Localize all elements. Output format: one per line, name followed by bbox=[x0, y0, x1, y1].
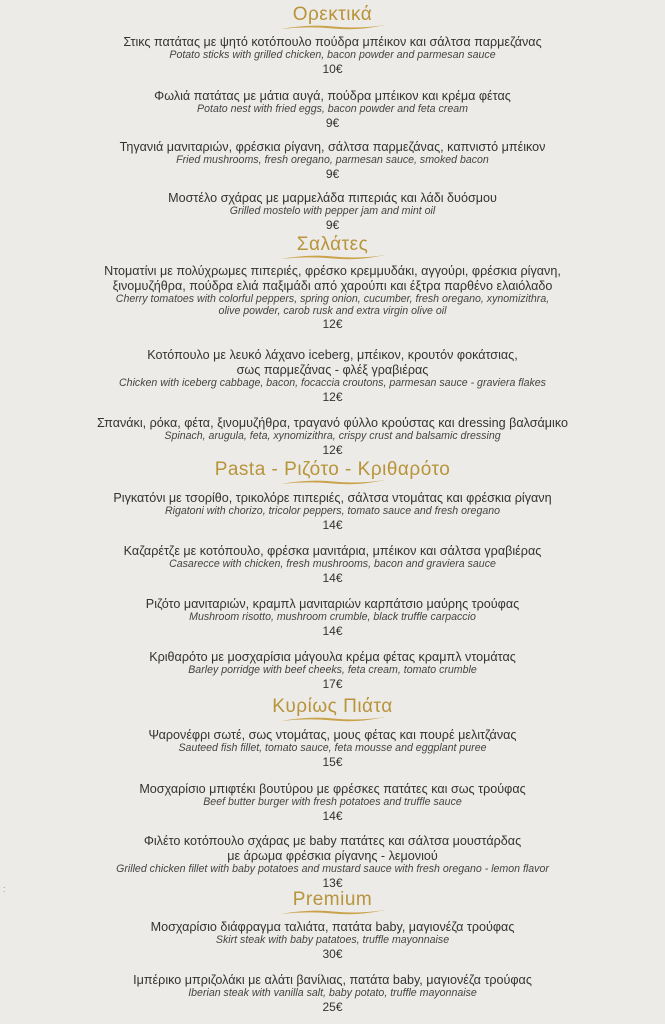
menu-item bbox=[0, 973, 665, 1014]
dish-price: 12€ bbox=[322, 442, 343, 457]
section-title bbox=[0, 696, 665, 718]
menu-item bbox=[0, 782, 665, 823]
dish-price: 10€ bbox=[322, 61, 343, 76]
dish-name-greek: Καζαρέτζε με κοτόπουλο, φρέσκα μανιτάρια, μπέικον και σάλτσα γραβιέρας bbox=[123, 544, 542, 558]
dish-price: 12€ bbox=[322, 317, 343, 331]
menu-item bbox=[0, 416, 665, 457]
dish-name-greek: Ριζότο μανιταριών, κραμπλ μανιταριών καρπάτσιο μαύρης τρούφας bbox=[145, 597, 520, 611]
menu-item bbox=[0, 140, 665, 181]
dish-name-greek: Μοσχαρίσιο μπιφτέκι βουτύρου με φρέσκες πατάτες και σως τρούφας bbox=[139, 782, 526, 796]
menu-item bbox=[0, 348, 665, 404]
dish-name-greek: Ριγκατόνι με τσορίθο, τρικολόρε πιπεριές, σάλτσα ντομάτας και φρέσκια ρίγανη bbox=[113, 491, 552, 505]
dish-description-english: Mushroom risotto, mushroom crumble, black truffle carpaccio bbox=[189, 611, 476, 623]
dish-description-english: Chicken with iceberg cabbage, bacon, focaccia croutons, parmesan sauce - graviera flakes bbox=[119, 377, 546, 389]
dish-name-greek: Μοστέλο σχάρας με μαρμελάδα πιπεριάς και λάδι δυόσμου bbox=[168, 191, 497, 205]
dish-description-english: Skirt steak with baby patatoes, truffle mayonnaise bbox=[215, 934, 450, 946]
section-title-text: Premium bbox=[292, 889, 373, 910]
dish-description-english: Spinach, arugula, feta, xynomizithra, crispy crust and balsamic dressing bbox=[164, 430, 501, 442]
dish-description-english: Casarecce with chicken, fresh mushrooms, bacon and graviera sauce bbox=[169, 558, 496, 570]
dish-description-english: Barley porridge with beef cheeks, feta cream, tomato crumble bbox=[188, 664, 477, 676]
dish-name-greek: Μοσχαρίσιο διάφραγμα ταλιάτα, πατάτα baby, μαγιονέζα τρούφας bbox=[150, 920, 515, 934]
dish-name-greek: Φωλιά πατάτας με μάτια αυγά, πούδρα μπέικον και κρέμα φέτας bbox=[154, 89, 511, 103]
dish-price: 30€ bbox=[322, 946, 343, 961]
section-title-text: Σαλάτες bbox=[296, 234, 369, 255]
dish-price: 25€ bbox=[322, 999, 343, 1014]
gold-swash-underline bbox=[279, 253, 387, 261]
dish-name-greek: Ιμπέρικο μπριζολάκι με αλάτι βανίλιας, πατάτα baby, μαγιονέζα τρούφας bbox=[133, 973, 532, 987]
dish-description-english: Iberian steak with vanilla salt, baby potato, truffle mayonnaise bbox=[188, 987, 477, 999]
gold-swash-underline bbox=[279, 478, 387, 486]
menu-item bbox=[0, 89, 665, 130]
dish-description-english: Potato nest with fried eggs, bacon powder and feta cream bbox=[197, 103, 468, 115]
menu-item bbox=[0, 35, 665, 76]
dish-name-greek: Στικς πατάτας με ψητό κοτόπουλο πούδρα μπέικον και σάλτσα παρμεζάνας bbox=[123, 35, 542, 49]
dish-description-english: Potato sticks with grilled chicken, bacon powder and parmesan sauce bbox=[169, 49, 496, 61]
dish-price: 12€ bbox=[322, 389, 343, 404]
section-title bbox=[0, 459, 665, 481]
section-title bbox=[0, 4, 665, 26]
dish-price: 9€ bbox=[325, 166, 340, 181]
section-title-text: Pasta - Ριζότο - Κριθαρότο bbox=[214, 459, 451, 480]
dish-name-greek: Κριθαρότο με μοσχαρίσια μάγουλα κρέμα φέτας κραμπλ ντομάτας bbox=[149, 650, 516, 664]
menu-item bbox=[0, 191, 665, 232]
gold-swash-underline bbox=[279, 23, 387, 31]
dish-description-english: Fried mushrooms, fresh oregano, parmesan sauce, smoked bacon bbox=[176, 154, 489, 166]
menu-item bbox=[0, 834, 665, 890]
dish-name-greek: σως παρμεζάνας - φλέξ γραβιέρας bbox=[236, 363, 429, 377]
dish-name-greek: Ντοματίνι με πολύχρωμες πιπεριές, φρέσκο κρεμμυδάκι, αγγούρι, φρέσκια ρίγανη, bbox=[104, 264, 561, 278]
dish-description-english: Grilled chicken fillet with baby potatoes and mustard sauce with fresh oregano - lemon flavor bbox=[116, 863, 549, 875]
menu-item bbox=[0, 728, 665, 769]
dish-name-greek: Φιλέτο κοτόπουλο σχάρας με baby πατάτες και σάλτσα μουστάρδας bbox=[143, 834, 522, 848]
dish-description-english: Beef butter burger with fresh potatoes and truffle sauce bbox=[203, 796, 462, 808]
dish-price: 14€ bbox=[322, 570, 343, 585]
menu-item bbox=[0, 920, 665, 961]
edge-mark: : bbox=[3, 884, 6, 894]
dish-price: 14€ bbox=[322, 623, 343, 638]
dish-price: 9€ bbox=[325, 115, 340, 130]
gold-swash-underline bbox=[279, 715, 387, 723]
dish-name-greek: ξινομυζήθρα, πούδρα ελιά παξιμάδι από χαρούπι και έξτρα παρθένο ελαιόλαδο bbox=[112, 279, 553, 293]
dish-name-greek: Τηγανιά μανιταριών, φρέσκια ρίγανη, σάλτσα παρμεζάνας, καπνιστό μπέικον bbox=[119, 140, 546, 154]
section-title bbox=[0, 889, 665, 911]
section-title-text: Ορεκτικά bbox=[292, 4, 373, 25]
menu-item bbox=[0, 597, 665, 638]
dish-price: 9€ bbox=[325, 217, 340, 232]
dish-description-english: Cherry tomatoes with colorful peppers, spring onion, cucumber, fresh oregano, xynomizithra, bbox=[115, 293, 550, 305]
dish-name-greek: Σπανάκι, ρόκα, φέτα, ξινομυζήθρα, τραγανό φύλλο κρούστας και dressing βαλσάμικο bbox=[97, 416, 568, 430]
dish-description-english: olive powder, carob rusk and extra virgin olive oil bbox=[218, 304, 447, 317]
dish-description-english: Sauteed fish fillet, tomato sauce, feta mousse and eggplant puree bbox=[178, 742, 487, 754]
gold-swash-underline bbox=[279, 908, 387, 916]
dish-name-greek: με άρωμα φρέσκια ρίγανης - λεμονιού bbox=[227, 849, 438, 863]
section-title bbox=[0, 234, 665, 256]
dish-price: 14€ bbox=[322, 517, 343, 532]
menu-item bbox=[0, 264, 665, 331]
dish-price: 17€ bbox=[322, 676, 343, 691]
dish-name-greek: Ψαρονέφρι σωτέ, σως ντομάτας, μους φέτας και πουρέ μελιτζάνας bbox=[148, 728, 517, 742]
dish-price: 14€ bbox=[322, 808, 343, 823]
dish-price: 13€ bbox=[322, 875, 343, 890]
menu-item bbox=[0, 544, 665, 585]
dish-description-english: Grilled mostelo with pepper jam and mint oil bbox=[229, 205, 436, 217]
menu-item bbox=[0, 650, 665, 691]
menu-item bbox=[0, 491, 665, 532]
section-title-text: Κυρίως Πιάτα bbox=[272, 696, 393, 717]
dish-description-english: Rigatoni with chorizo, tricolor peppers, tomato sauce and fresh oregano bbox=[164, 505, 501, 517]
dish-price: 15€ bbox=[322, 754, 343, 769]
dish-name-greek: Κοτόπουλο με λευκό λάχανο iceberg, μπέικον, κρουτόν φοκάτσιας, bbox=[147, 348, 518, 362]
